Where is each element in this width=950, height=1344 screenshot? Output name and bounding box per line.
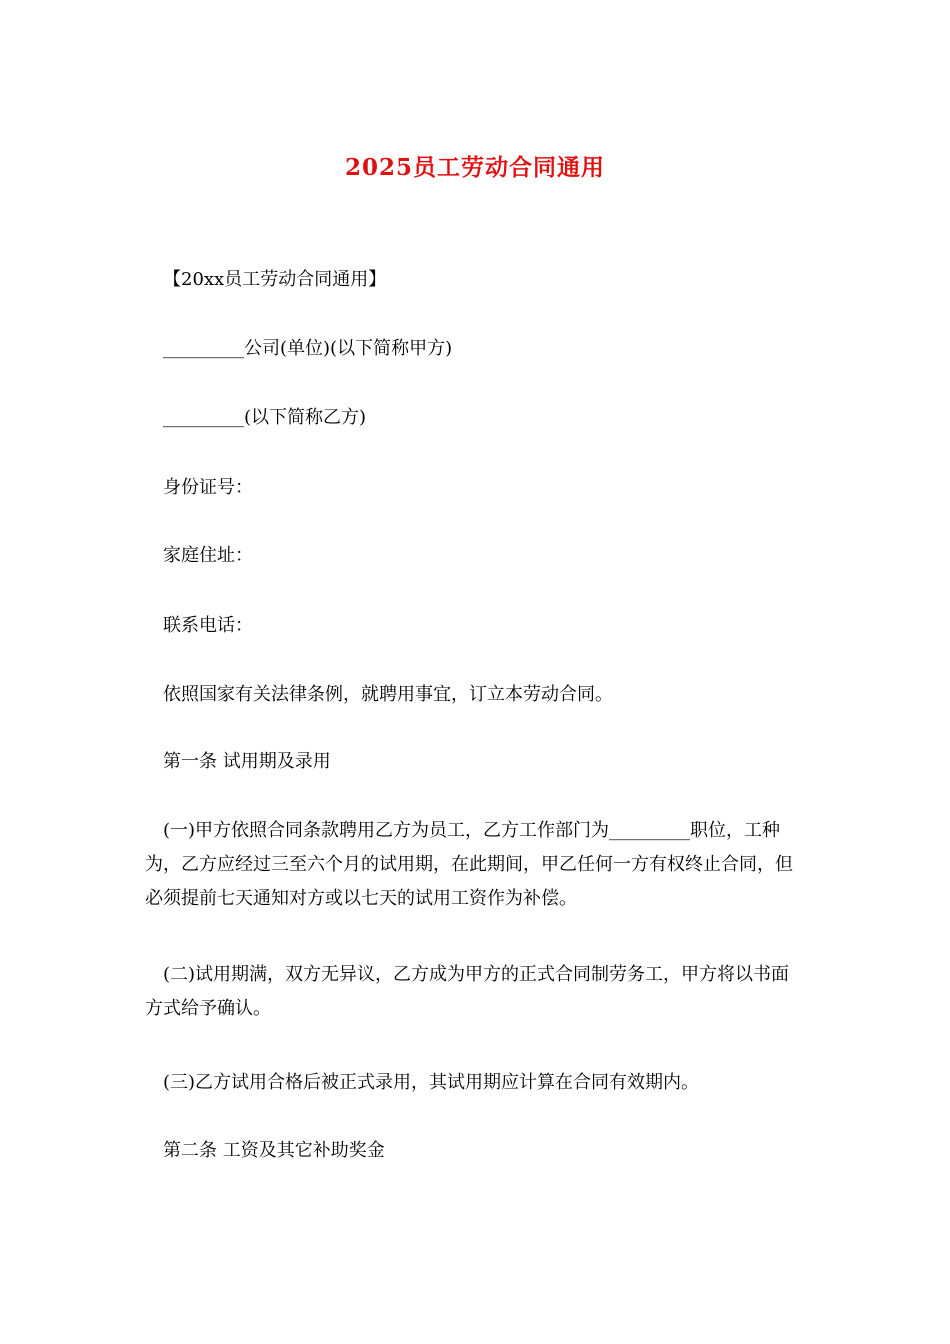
- party-a-line: _________公司(单位)(以下简称甲方): [163, 338, 453, 359]
- contract-heading: 【20xx员工劳动合同通用】: [163, 269, 387, 290]
- article-1-clause-3: (三)乙方试用合格后被正式录用，其试用期应计算在合同有效期内。: [163, 1072, 700, 1093]
- article-2-heading: 第二条 工资及其它补助奖金: [163, 1140, 385, 1161]
- preamble-paragraph: 依照国家有关法律条例，就聘用事宜，订立本劳动合同。: [163, 684, 613, 705]
- article-1-clause-2: (二)试用期满，双方无异议，乙方成为甲方的正式合同制劳务工，甲方将以书面方式给予确认。: [145, 964, 790, 1019]
- party-b-line: _________(以下简称乙方): [163, 407, 367, 428]
- article-1-clause-1: (一)甲方依照合同条款聘用乙方为员工，乙方工作部门为_________职位，工种为，乙方应经过三至六个月的试用期，在此期间，甲乙任何一方有权终止合同，但必须提前七天通知对方或以七天的试用工资作为补偿。: [145, 820, 793, 909]
- phone-line: 联系电话：: [163, 615, 253, 636]
- document-title: 2025员工劳动合同通用: [344, 154, 605, 181]
- article-1-heading: 第一条 试用期及录用: [163, 751, 331, 772]
- id-number-line: 身份证号：: [163, 477, 253, 498]
- home-address-line: 家庭住址：: [163, 545, 253, 566]
